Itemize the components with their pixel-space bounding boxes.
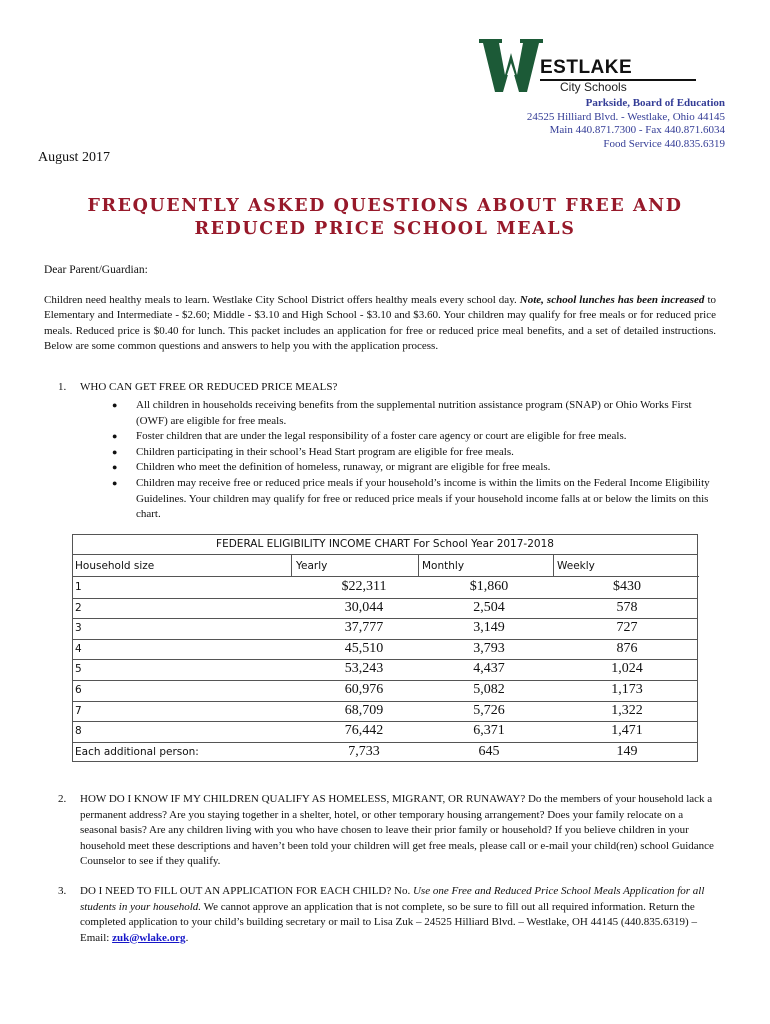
- logo-subtitle: City Schools: [560, 80, 627, 94]
- household-size-cell: 3: [75, 622, 82, 635]
- weekly-cell: 1,322: [611, 702, 643, 718]
- intro-part-2: to Elementary and Intermediate - $2.60; Middle - $3.10 and High School - $3.10 and $3.60. Your children may qualify for free meals or for reduced price meals. Reduced price is $0.40 for lunch. This packet includes an application for free or reduced price meal benefits, and a set of detailed instructions. Below are some common questions and answers to help you with the application process.: [44, 294, 717, 352]
- yearly-cell: 30,044: [344, 599, 384, 615]
- table-row: [73, 743, 697, 764]
- monthly-cell: 5,082: [473, 681, 505, 697]
- household-size-cell: 4: [75, 642, 82, 655]
- main-phone: Main 440.871.7300 - Fax 440.871.6034: [549, 124, 725, 136]
- monthly-cell: 645: [478, 743, 500, 759]
- table-row: [73, 681, 697, 702]
- monthly-cell: 5,726: [473, 702, 505, 718]
- table-row: [73, 619, 697, 640]
- table-row: [73, 702, 697, 723]
- question-title: WHO CAN GET FREE OR REDUCED PRICE MEALS?: [80, 381, 338, 393]
- yearly-cell: 7,733: [348, 743, 380, 759]
- question-number: 1.: [58, 381, 67, 393]
- question-body: HOW DO I KNOW IF MY CHILDREN QUALIFY AS HOMELESS, MIGRANT, OR RUNAWAY? Do the members of your household lack a permanent address? Are you staying together in a shelter, hotel, or other temporary housing arrangement? Does your family relocate on a seasonal basis? Are any children living with you who have chosen to leave their prior family or household? If you believe children in your household meet these descriptions and haven’t been told your children will get free meals, please call or e-mail your child(ren) school Guidance Counselor to see if they qualify.: [80, 793, 714, 867]
- monthly-cell: 4,437: [473, 661, 505, 677]
- household-size-cell: Each additional person:: [75, 745, 199, 758]
- monthly-cell: $1,860: [469, 579, 509, 594]
- table-caption: [73, 535, 697, 555]
- header-monthly: Monthly: [422, 560, 465, 572]
- question-3: [44, 884, 720, 946]
- list-item: ● All children in households receiving benefits from the supplemental nutrition assistance program (SNAP) or Ohio Works First (OWF) are eligible for free meals.: [108, 398, 714, 429]
- table-row: [73, 640, 697, 661]
- letter-date: August 2017: [38, 150, 110, 165]
- title-line-2: REDUCED PRICE SCHOOL MEALS: [194, 219, 576, 239]
- question-lead: DO I NEED TO FILL OUT AN APPLICATION FOR EACH CHILD? No.: [80, 885, 411, 897]
- household-size-cell: 7: [75, 704, 82, 717]
- yearly-cell: 53,243: [344, 661, 384, 677]
- intro-part-1: Children need healthy meals to learn. Westlake City School District offers healthy meals every school day.: [44, 294, 517, 306]
- question-body: [80, 884, 720, 946]
- yearly-cell: 68,709: [344, 702, 384, 718]
- weekly-cell: 578: [616, 599, 638, 615]
- question-text: We cannot approve an application that is not complete, so be sure to fill out all required information. Return the completed application to your child’s building secretary or mail to Lisa Zuk – 24525 Hilliard Blvd. – Westlake, OH 44145 (440.835.6319) – Email:: [80, 900, 697, 944]
- household-size-cell: 5: [75, 663, 82, 676]
- westlake-logo: [478, 37, 700, 95]
- column-divider: [291, 555, 292, 577]
- yearly-cell: 45,510: [344, 640, 384, 656]
- yearly-cell: 60,976: [344, 681, 384, 697]
- yearly-cell: $22,311: [341, 579, 387, 594]
- monthly-cell: 3,149: [473, 620, 505, 636]
- question-italic-note: Use one Free and Reduced Price School Meals Application for all students in your household.: [80, 885, 705, 913]
- table-caption-bold: FEDERAL ELIGIBILITY INCOME CHART: [216, 538, 410, 550]
- weekly-cell: 1,173: [611, 681, 643, 697]
- title-line-1: FREQUENTLY ASKED QUESTIONS ABOUT FREE AND: [87, 196, 683, 216]
- question-2: [44, 792, 720, 870]
- weekly-cell: 727: [616, 620, 638, 636]
- monthly-cell: 2,504: [473, 599, 505, 615]
- weekly-cell: $430: [613, 579, 641, 594]
- monthly-cell: 3,793: [473, 640, 505, 656]
- question-1: [44, 380, 720, 396]
- email-link[interactable]: zuk@wlake.org: [112, 931, 186, 944]
- table-row: [73, 599, 697, 620]
- weekly-cell: 149: [616, 743, 638, 759]
- header-household-size: Household size: [75, 560, 155, 572]
- household-size-cell: 8: [75, 725, 82, 738]
- header-weekly: Weekly: [557, 560, 595, 572]
- header-yearly: Yearly: [296, 560, 328, 572]
- greeting: Dear Parent/Guardian:: [44, 264, 148, 276]
- list-item: ● Children may receive free or reduced price meals if your household’s income is within the limits on the Federal Income Eligibility Guidelines. Your children may qualify for free or reduced price meals if your household income falls at or below the limits on this chart.: [108, 476, 714, 523]
- household-size-cell: 1: [75, 581, 82, 593]
- weekly-cell: 876: [616, 640, 638, 656]
- page-title: [40, 195, 730, 241]
- monthly-cell: 6,371: [473, 723, 505, 739]
- question-end: .: [185, 931, 189, 944]
- westlake-w-logo-icon: [478, 37, 544, 93]
- list-item: ● Children participating in their school’s Head Start program are eligible for free meals.: [108, 445, 714, 461]
- table-body: [73, 578, 697, 763]
- column-divider: [418, 555, 419, 577]
- yearly-cell: 37,777: [344, 620, 384, 636]
- intro-emphasis: Note, school lunches has been increased: [519, 294, 705, 306]
- question-number: 2.: [58, 793, 67, 805]
- table-caption-year: For School Year 2017-2018: [413, 538, 554, 550]
- income-eligibility-table: [72, 534, 698, 762]
- household-size-cell: 6: [75, 683, 82, 696]
- list-item: ● Foster children that are under the legal responsibility of a foster care agency or court are eligible for free meals.: [108, 429, 714, 445]
- logo-wordmark: ESTLAKE: [540, 57, 633, 78]
- weekly-cell: 1,471: [611, 723, 643, 739]
- weekly-cell: 1,024: [611, 661, 643, 677]
- table-row: [73, 722, 697, 743]
- intro-paragraph: [44, 293, 716, 354]
- question-number: 3.: [58, 885, 67, 897]
- eligibility-list: [108, 398, 714, 523]
- letterhead-address: [527, 97, 725, 151]
- column-divider: [553, 555, 554, 577]
- food-service-phone: Food Service 440.835.6319: [603, 137, 725, 150]
- board-name: Parkside, Board of Education: [585, 97, 725, 109]
- yearly-cell: 76,442: [344, 723, 384, 739]
- list-item: ● Children who meet the definition of homeless, runaway, or migrant are eligible for free meals.: [108, 460, 714, 476]
- table-header-row: [73, 555, 699, 577]
- table-row: [73, 578, 697, 599]
- street-address: 24525 Hilliard Blvd. - Westlake, Ohio 44145: [526, 110, 725, 123]
- table-row: [73, 660, 697, 681]
- household-size-cell: 2: [75, 601, 82, 614]
